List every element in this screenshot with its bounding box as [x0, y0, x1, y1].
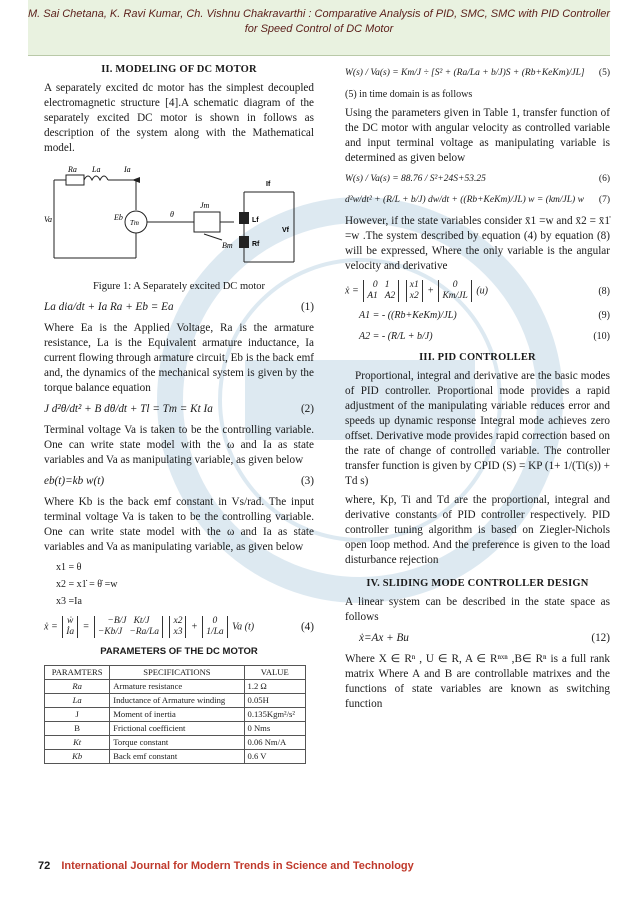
paragraph-back-emf: Where Kb is the back emf constant in Vs/rad. The input terminal voltage Va is taken to be the controlling variable. One can write state model with the ω and Ia as state variables and Va as manipulating variable, as given below — [44, 496, 314, 553]
table-cell: 0.6 V — [244, 750, 305, 764]
equation-9-number: (9) — [598, 310, 610, 321]
equation-5-note: (5) in time domain is as follows — [345, 89, 473, 100]
running-header — [28, 0, 610, 56]
equation-7 — [345, 193, 610, 208]
label-ia: Ia — [124, 165, 131, 174]
header-line-2: for Speed Control of DC Motor — [244, 23, 394, 35]
table-header-cell: SPECIFICATIONS — [110, 666, 244, 680]
table-cell: Inductance of Armature winding — [110, 694, 244, 708]
label-eb: Eb — [114, 213, 123, 222]
paragraph-armature: Where Ea is the Applied Voltage, Ra is the armature resistance, La is the Equivalent armature inductance, Ia current flowing through armature circuit, Eb is the back emf and, the dynamics of the mechanical system is given by the torque balance equation — [44, 322, 314, 394]
equation-9 — [359, 308, 610, 323]
paragraph-switching-function: Where X ∈ Rⁿ , U ∈ R, A ∈ Rⁿˣⁿ ,B∈ Rⁿ is a full rank matrix Where A and B are controllable matrixes and the functions of state variables are known as switching function — [345, 653, 610, 710]
table-cell: 0.135Kgm²/s² — [244, 708, 305, 722]
equation-8 — [345, 280, 610, 302]
equation-4-number: (4) — [300, 620, 314, 633]
table-cell: Armature resistance — [110, 680, 244, 694]
figure-1-caption: Figure 1: A Separately excited DC motor — [92, 281, 266, 292]
matrix-x: x2 x3 — [169, 616, 186, 638]
equation-7-number: (7) — [598, 195, 610, 205]
table-cell: Moment of inertia — [110, 708, 244, 722]
label-jm: Jm — [200, 201, 210, 210]
matrix-x-companion: x1 x2 — [406, 280, 423, 302]
section-3-title: III. PID CONTROLLER — [419, 352, 536, 363]
equation-6-number: (6) — [598, 174, 610, 184]
equation-2 — [44, 402, 314, 417]
table-row — [45, 708, 306, 722]
label-lf: Lf — [252, 217, 259, 224]
equation-6-body: W(s) / Va(s) = 88.76 / S²+24S+53.25 — [345, 174, 486, 184]
paragraph-terminal-voltage: Terminal voltage Va is taken to be the controlling variable. One can write state model with the ω and Ia as state variables and Va as manipulating variable, as given below — [44, 424, 314, 466]
table-cell: 0.05H — [244, 694, 305, 708]
table-row — [45, 750, 306, 764]
equation-8-number: (8) — [598, 285, 610, 297]
equation-5-body: W(s) / Va(s) = Km/J ÷ [S² + (Ra/La + b/J)S + (Rb+KeKm)/JL] — [345, 68, 585, 78]
table-cell: Frictional coefficient — [110, 722, 244, 736]
table-row — [45, 736, 306, 750]
paragraph-state-variables: However, if the state variables consider x̄1 =w and x̄2 = x̄1̇ =w .The system described by equation (4) by equation (8) will be expressed, Where the only variable is the angular velocity and derivative — [345, 215, 610, 272]
label-bm: Bm — [222, 241, 233, 250]
paragraph-pid-constants: where, Kp, Ti and Td are the proportional, integral and derivative constants of PID controller respectively. PID controller tuning algorithm is based on Ziegler-Nichols open loop method. And the preference is given to the load disturbance rejection — [345, 494, 610, 566]
state-x1: x1 = θ — [56, 562, 82, 573]
equation-1-number: (1) — [300, 301, 314, 313]
label-la: La — [92, 165, 101, 174]
table-cell: Back emf constant — [110, 750, 244, 764]
equation-1 — [44, 300, 314, 315]
equation-4 — [44, 616, 314, 638]
label-va: Va — [44, 215, 52, 224]
equation-7-body: d²w/dt² + (R/L + b/J) dw/dt + ((Rb+KeKm)/JL) w = (km/JL) w — [345, 195, 584, 205]
table-cell: Torque constant — [110, 736, 244, 750]
table-cell: 0.06 Nm/A — [244, 736, 305, 750]
equation-5-number: (5) — [598, 68, 610, 78]
equation-5 — [345, 66, 610, 81]
table-cell: Ra — [45, 680, 110, 694]
equation-9-lhs: A1 = - — [359, 310, 386, 321]
journal-name: International Journal for Modern Trends in Science and Technology — [61, 860, 414, 872]
table-header-row — [45, 666, 306, 680]
state-variable-list — [56, 559, 314, 610]
equation-8-body: ẋ = 0 1 A1 A2 x1 x2 + 0 Km/JL (u) — [345, 280, 488, 301]
table-cell: B — [45, 722, 110, 736]
table-cell: 1.2 Ω — [244, 680, 305, 694]
table-row — [45, 680, 306, 694]
header-line-1: M. Sai Chetana, K. Ravi Kumar, Ch. Vishnu Chakravarthi : Comparative Analysis of PID, SMC, SMC with PID Controller — [28, 8, 610, 20]
equation-10 — [359, 329, 610, 344]
page-footer — [38, 860, 414, 872]
label-if: If — [266, 181, 271, 188]
table-title: PARAMETERS OF THE DC MOTOR — [100, 646, 258, 657]
equation-6 — [345, 172, 610, 187]
table-header-cell: VALUE — [244, 666, 305, 680]
paragraph-pid-modes: Proportional, integral and derivative are the basic modes of PID controller. Proportional mode provides a rapid adjustment of the manipulating variable reduces error and speeds up dynamic response Integral mode achieves zero offset. Derivative mode provides rapid correction based on the rate of change of controlled variable. The controller transfer function is given by CPID (S) = KP (1+ 1/(Ti(s)) + Td s) — [345, 370, 610, 487]
label-theta: θ — [170, 210, 174, 219]
label-tm: Tm — [130, 219, 139, 227]
dc-motor-schematic — [44, 162, 306, 270]
parameters-table — [44, 665, 306, 764]
matrix-a: −B/J Kt/J −Kb/J −Ra/La — [94, 616, 163, 638]
equation-2-body: J d²θ/dt² + B dθ/dt + Tl = Tm = Kt Ia — [44, 403, 213, 415]
table-cell: J — [45, 708, 110, 722]
state-x2: x2 = x1̇ = θ̇ =w — [56, 579, 118, 590]
equation-12-number: (12) — [591, 632, 610, 644]
figure-1 — [44, 162, 314, 275]
equation-10-number: (10) — [593, 331, 610, 342]
table-cell: Kt — [45, 736, 110, 750]
paragraph-intro: A separately excited dc motor has the simplest decoupled electromagnetic structure [4].A schematic diagram of the separately excited DC motor is shown in follows as description of the system along with the Mathematical model. — [44, 82, 314, 154]
equation-10-lhs: A2 = - — [359, 331, 386, 342]
equation-3 — [44, 474, 314, 489]
equation-12-body: ẋ=Ax + Bu — [359, 632, 409, 644]
label-rf: Rf — [252, 241, 260, 248]
equation-1-body: La dia/dt + Ia Ra + Eb = Ea — [44, 301, 174, 313]
label-vf: Vf — [282, 227, 289, 234]
table-cell: Kb — [45, 750, 110, 764]
matrix-b-companion: 0 Km/JL — [438, 280, 471, 302]
equation-9-body: A1 = - ((Rb+KeKm)/JL) — [359, 310, 457, 321]
table-cell: 0 Nms — [244, 722, 305, 736]
equation-6-denominator: S²+24S+53.25 — [429, 174, 486, 184]
equation-3-body: eb(t)=kb w(t) — [44, 475, 105, 487]
section-4-title: IV. SLIDING MODE CONTROLLER DESIGN — [366, 578, 589, 589]
left-column — [44, 60, 314, 764]
equation-12 — [359, 631, 610, 646]
equation-4-body: ẋ = ẇ İa = −B/J Kt/J −Kb/J −Ra/La x2 x3 + 0 1/La Va (t) — [44, 616, 255, 637]
matrix-a-companion: 0 1 A1 A2 — [363, 280, 399, 302]
right-column — [345, 60, 610, 716]
table-row — [45, 694, 306, 708]
equation-6-numerator: 88.76 — [401, 174, 423, 184]
label-ra: Ra — [68, 165, 77, 174]
table-cell: La — [45, 694, 110, 708]
equation-3-number: (3) — [300, 475, 314, 487]
paragraph-transfer-function: Using the parameters given in Table 1, transfer function of the DC motor with angular velocity as controlled variable and input terminal voltage as manipulating variable is determined as given below — [345, 107, 610, 164]
matrix-b: 0 1/La — [202, 616, 227, 638]
page-number: 72 — [38, 860, 51, 872]
table-row — [45, 722, 306, 736]
matrix-state: ẇ İa — [62, 616, 78, 638]
equation-6-lhs: W(s) / Va(s) — [345, 174, 390, 184]
equation-5-lhs: W(s) / Va(s) — [345, 68, 390, 78]
state-x3: x3 =Ia — [56, 596, 82, 607]
table-header-cell: PARAMTERS — [45, 666, 110, 680]
equation-10-body: A2 = - (R/L + b/J) — [359, 331, 433, 342]
paragraph-linear-system: A linear system can be described in the state space as follows — [345, 596, 610, 623]
equation-2-number: (2) — [300, 403, 314, 415]
section-2-title: II. MODELING OF DC MOTOR — [101, 64, 257, 75]
